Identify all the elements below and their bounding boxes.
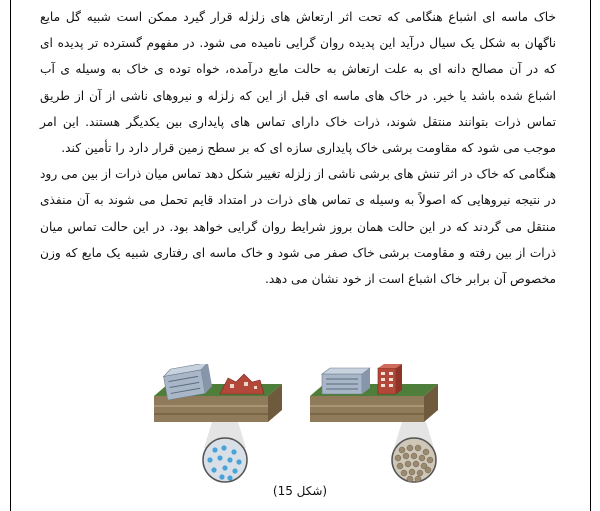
- liquefaction-illustration: [140, 364, 460, 484]
- right-zoom-circle: [392, 438, 436, 482]
- upright-building-red: [378, 364, 402, 394]
- page-border-right: [590, 0, 591, 511]
- upright-building-blue: [322, 368, 370, 394]
- right-soil-front: [310, 396, 424, 422]
- left-zoom-circle: [203, 438, 247, 482]
- text-line: دانه ای به علت ارتعاش به حالت مایع درآمده، خواه توده ی خاک به وسیله ی آب اشباع شده باشد یا خیر. در: [40, 62, 556, 103]
- collapsed-building: [220, 374, 264, 394]
- text-line: خاک ماسه ای اشباع هنگامی که تحت اثر ارتعاش های زلزله قرار گیرد ممکن است شبیه گل مایع ناگهان به: [40, 10, 556, 51]
- paragraph-1: [40, 4, 556, 161]
- page-border-left: [10, 0, 11, 511]
- left-soil-front: [154, 396, 268, 422]
- blue-building-roof: [322, 368, 370, 374]
- paragraph-2: [40, 161, 556, 292]
- article-body: [40, 4, 556, 292]
- text-line: هنگامی که خاک در اثر تنش های برشی ناشی از زلزله تغییر شکل دهد تماس میان ذرات از بین می رود در: [40, 167, 556, 208]
- liquefaction-figure: [140, 364, 460, 484]
- text-line: شکل یک سیال درآید این پدیده روان گرایی نامیده می شود. در مفهوم گسترده تر پدیده ای که در آن مصالح: [40, 36, 557, 77]
- text-line: خاک اشباع است از خود نشان می دهد.: [265, 272, 463, 287]
- figure-caption: (شکل 15): [272, 484, 328, 498]
- rubble-pile: [220, 374, 264, 394]
- text-line: سازه ای که بر سطح زمین قرار دارد را تأمین کند.: [61, 141, 313, 156]
- text-line: می گردند که در این حالت همان بروز شرایط روان گرایی خواهد بود. در این حالت تماس میان ذرات از بین: [40, 219, 556, 260]
- text-line: نتیجه نیروهایی که اصولاً به وسیله ی تماس های ذرات در امتداد قایم تحمل می شوند به آن منفذی منتقل: [40, 193, 557, 234]
- text-line: رفته و مقاومت برشی خاک صفر می شود و خاک ماسه ای رفتاری شبیه یک مایع که وزن مخصوص آن برابر: [40, 245, 556, 287]
- red-building-side: [396, 364, 402, 394]
- red-building-front: [378, 368, 396, 394]
- text-line: خاک دارای تماس های پایداری بین یکدیگر هستند. این امر موجب می شود که مقاومت برشی خاک پایداری: [40, 114, 556, 156]
- text-line: خاک های ماسه ای قبل از این که زلزله و نیروهای ناشی از آن از طریق تماس ذرات بتوانند منتقل شوند، ذرات: [40, 88, 556, 129]
